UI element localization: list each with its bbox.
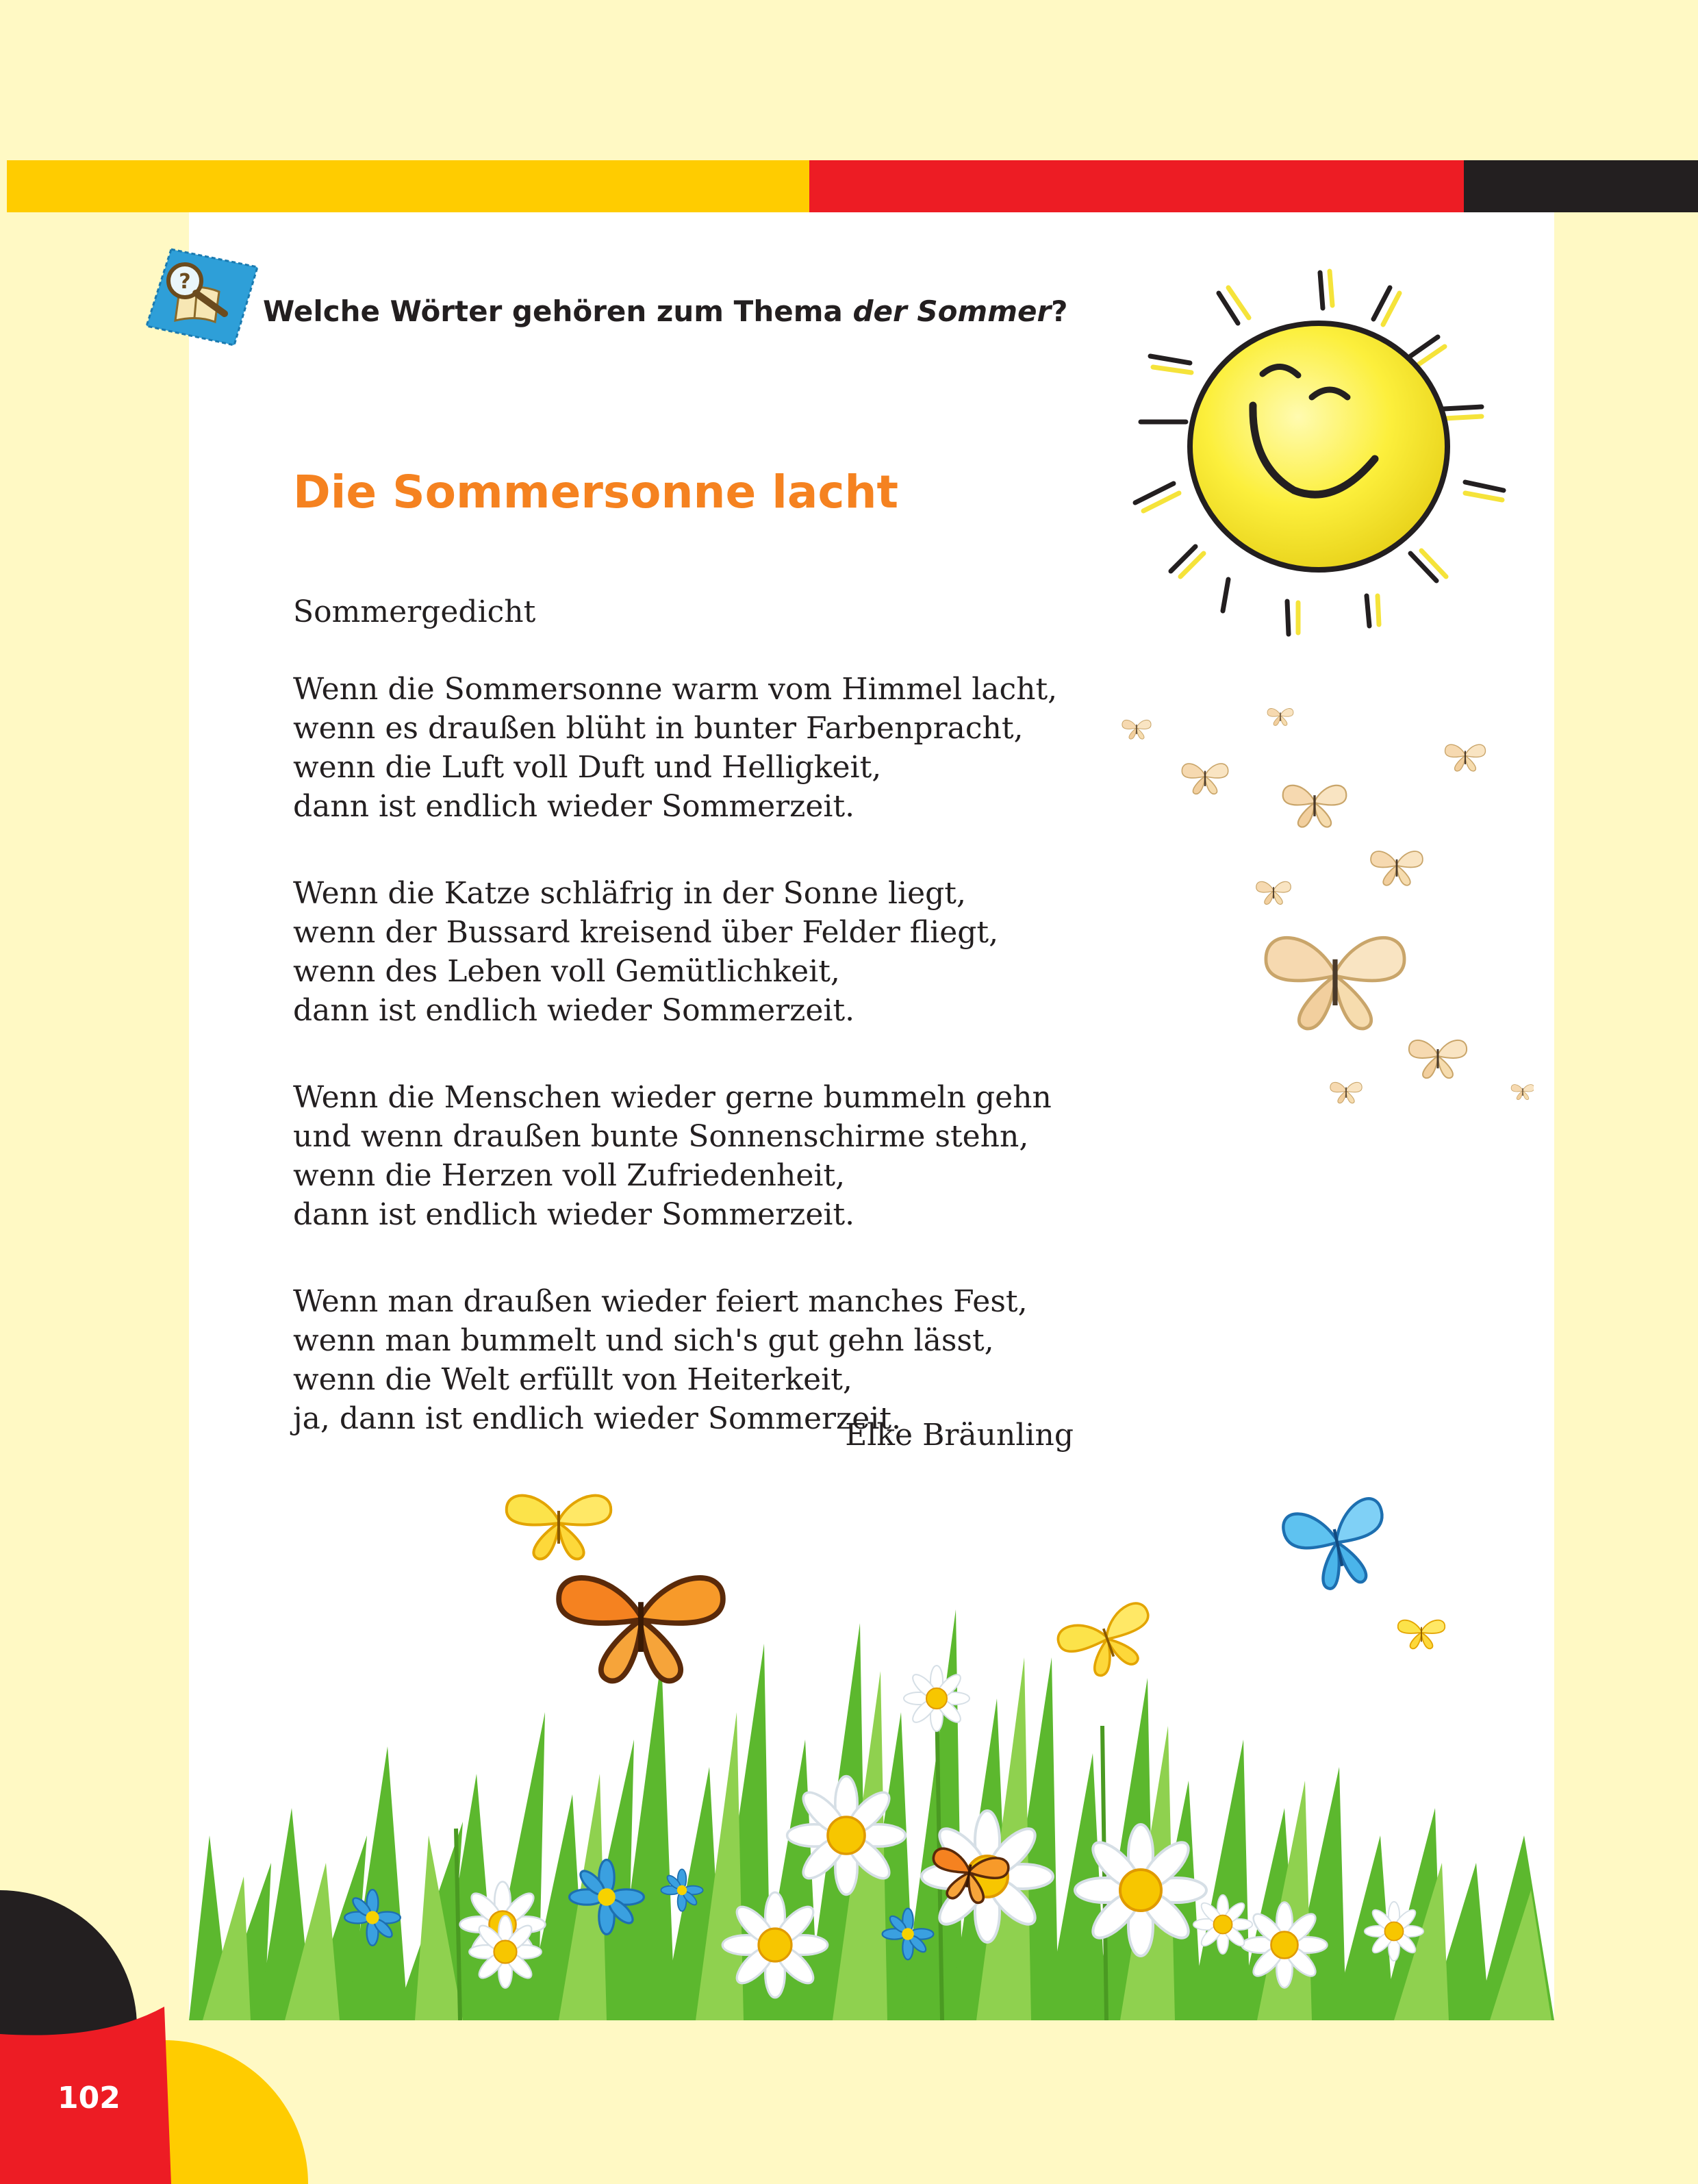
poem-line: dann ist endlich wieder Sommerzeit. [293, 993, 855, 1028]
butterfly-icon [1283, 786, 1347, 827]
poem-title: Die Sommersonne lacht [293, 466, 899, 518]
top-stripe-yellow [7, 160, 809, 212]
butterfly-icon [1330, 1082, 1362, 1103]
task-topic: der Sommer [852, 294, 1052, 328]
butterfly-group [1109, 685, 1534, 1137]
poem-line: Wenn die Katze schläfrig in der Sonne liegt, [293, 876, 966, 911]
stanza-1 [293, 670, 1057, 826]
poem [293, 670, 1057, 1486]
poem-line: ja, dann ist endlich wieder Sommerzeit. [293, 1401, 901, 1436]
butterfly-icon [1445, 744, 1486, 771]
poem-line: wenn die Welt erfüllt von Heiterkeit, [293, 1362, 852, 1397]
poem-line: wenn man bummelt und sich's gut gehn lässt, [293, 1323, 994, 1358]
butterfly-icon [507, 1496, 611, 1559]
poem-subtitle: Sommergedicht [293, 594, 536, 629]
poem-line: dann ist endlich wieder Sommerzeit. [293, 1197, 855, 1232]
daisy-icon [1365, 1902, 1423, 1961]
page-number: 102 [58, 2081, 121, 2116]
butterfly-icon [1511, 1085, 1534, 1100]
daisy-icon [904, 1666, 970, 1731]
top-stripe-black [1464, 160, 1698, 212]
daisy-icon [469, 1916, 542, 1988]
butterfly-icon [1122, 720, 1151, 739]
poem-line: wenn der Bussard kreisend über Felder fliegt, [293, 915, 999, 950]
poem-line: wenn die Luft voll Duft und Helligkeit, [293, 750, 882, 785]
butterfly-icon [1054, 1600, 1162, 1685]
stanza-3 [293, 1078, 1057, 1234]
daisy-icon [1193, 1895, 1252, 1954]
top-stripe-red [809, 160, 1464, 212]
daisy-icon [787, 1777, 906, 1895]
poem-line: Wenn man draußen wieder feiert manches Fest, [293, 1284, 1028, 1319]
poem-line: dann ist endlich wieder Sommerzeit. [293, 789, 855, 824]
daisy-icon [1075, 1824, 1206, 1956]
task-text: Welche Wörter gehören zum Thema [263, 294, 853, 328]
stanza-2 [293, 874, 1057, 1030]
poem-author: Elke Bräunling [845, 1418, 1074, 1453]
daisy-icon [722, 1892, 828, 1998]
poem-line: Wenn die Sommersonne warm vom Himmel lacht, [293, 672, 1058, 707]
daisy-icon [1242, 1903, 1328, 1988]
stanza-4 [293, 1282, 1057, 1438]
poem-line: Wenn die Menschen wieder gerne bummeln gehn [293, 1080, 1052, 1115]
butterfly-icon [1182, 764, 1228, 794]
butterfly-icon [1281, 1496, 1395, 1596]
search-book-icon [144, 245, 260, 348]
butterfly-icon [559, 1578, 723, 1681]
task-suffix: ? [1051, 294, 1068, 328]
butterfly-icon [1256, 881, 1291, 904]
task-prompt [263, 294, 1068, 328]
poem-line: und wenn draußen bunte Sonnenschirme stehn, [293, 1119, 1029, 1154]
smiling-sun-icon [1109, 260, 1561, 657]
butterfly-icon [1267, 708, 1293, 725]
poem-line: wenn es draußen blüht in bunter Farbenpracht, [293, 711, 1024, 746]
butterfly-icon [1398, 1620, 1445, 1649]
poem-line: wenn die Herzen voll Zufriedenheit, [293, 1158, 846, 1193]
butterfly-icon [1371, 851, 1423, 886]
meadow-illustration [189, 1452, 1554, 2020]
butterfly-icon [1266, 938, 1404, 1029]
butterfly-icon [1409, 1040, 1467, 1078]
corner-decoration [0, 1849, 315, 2184]
poem-line: wenn des Leben voll Gemütlichkeit, [293, 954, 840, 989]
svg-text:?: ? [179, 270, 191, 294]
